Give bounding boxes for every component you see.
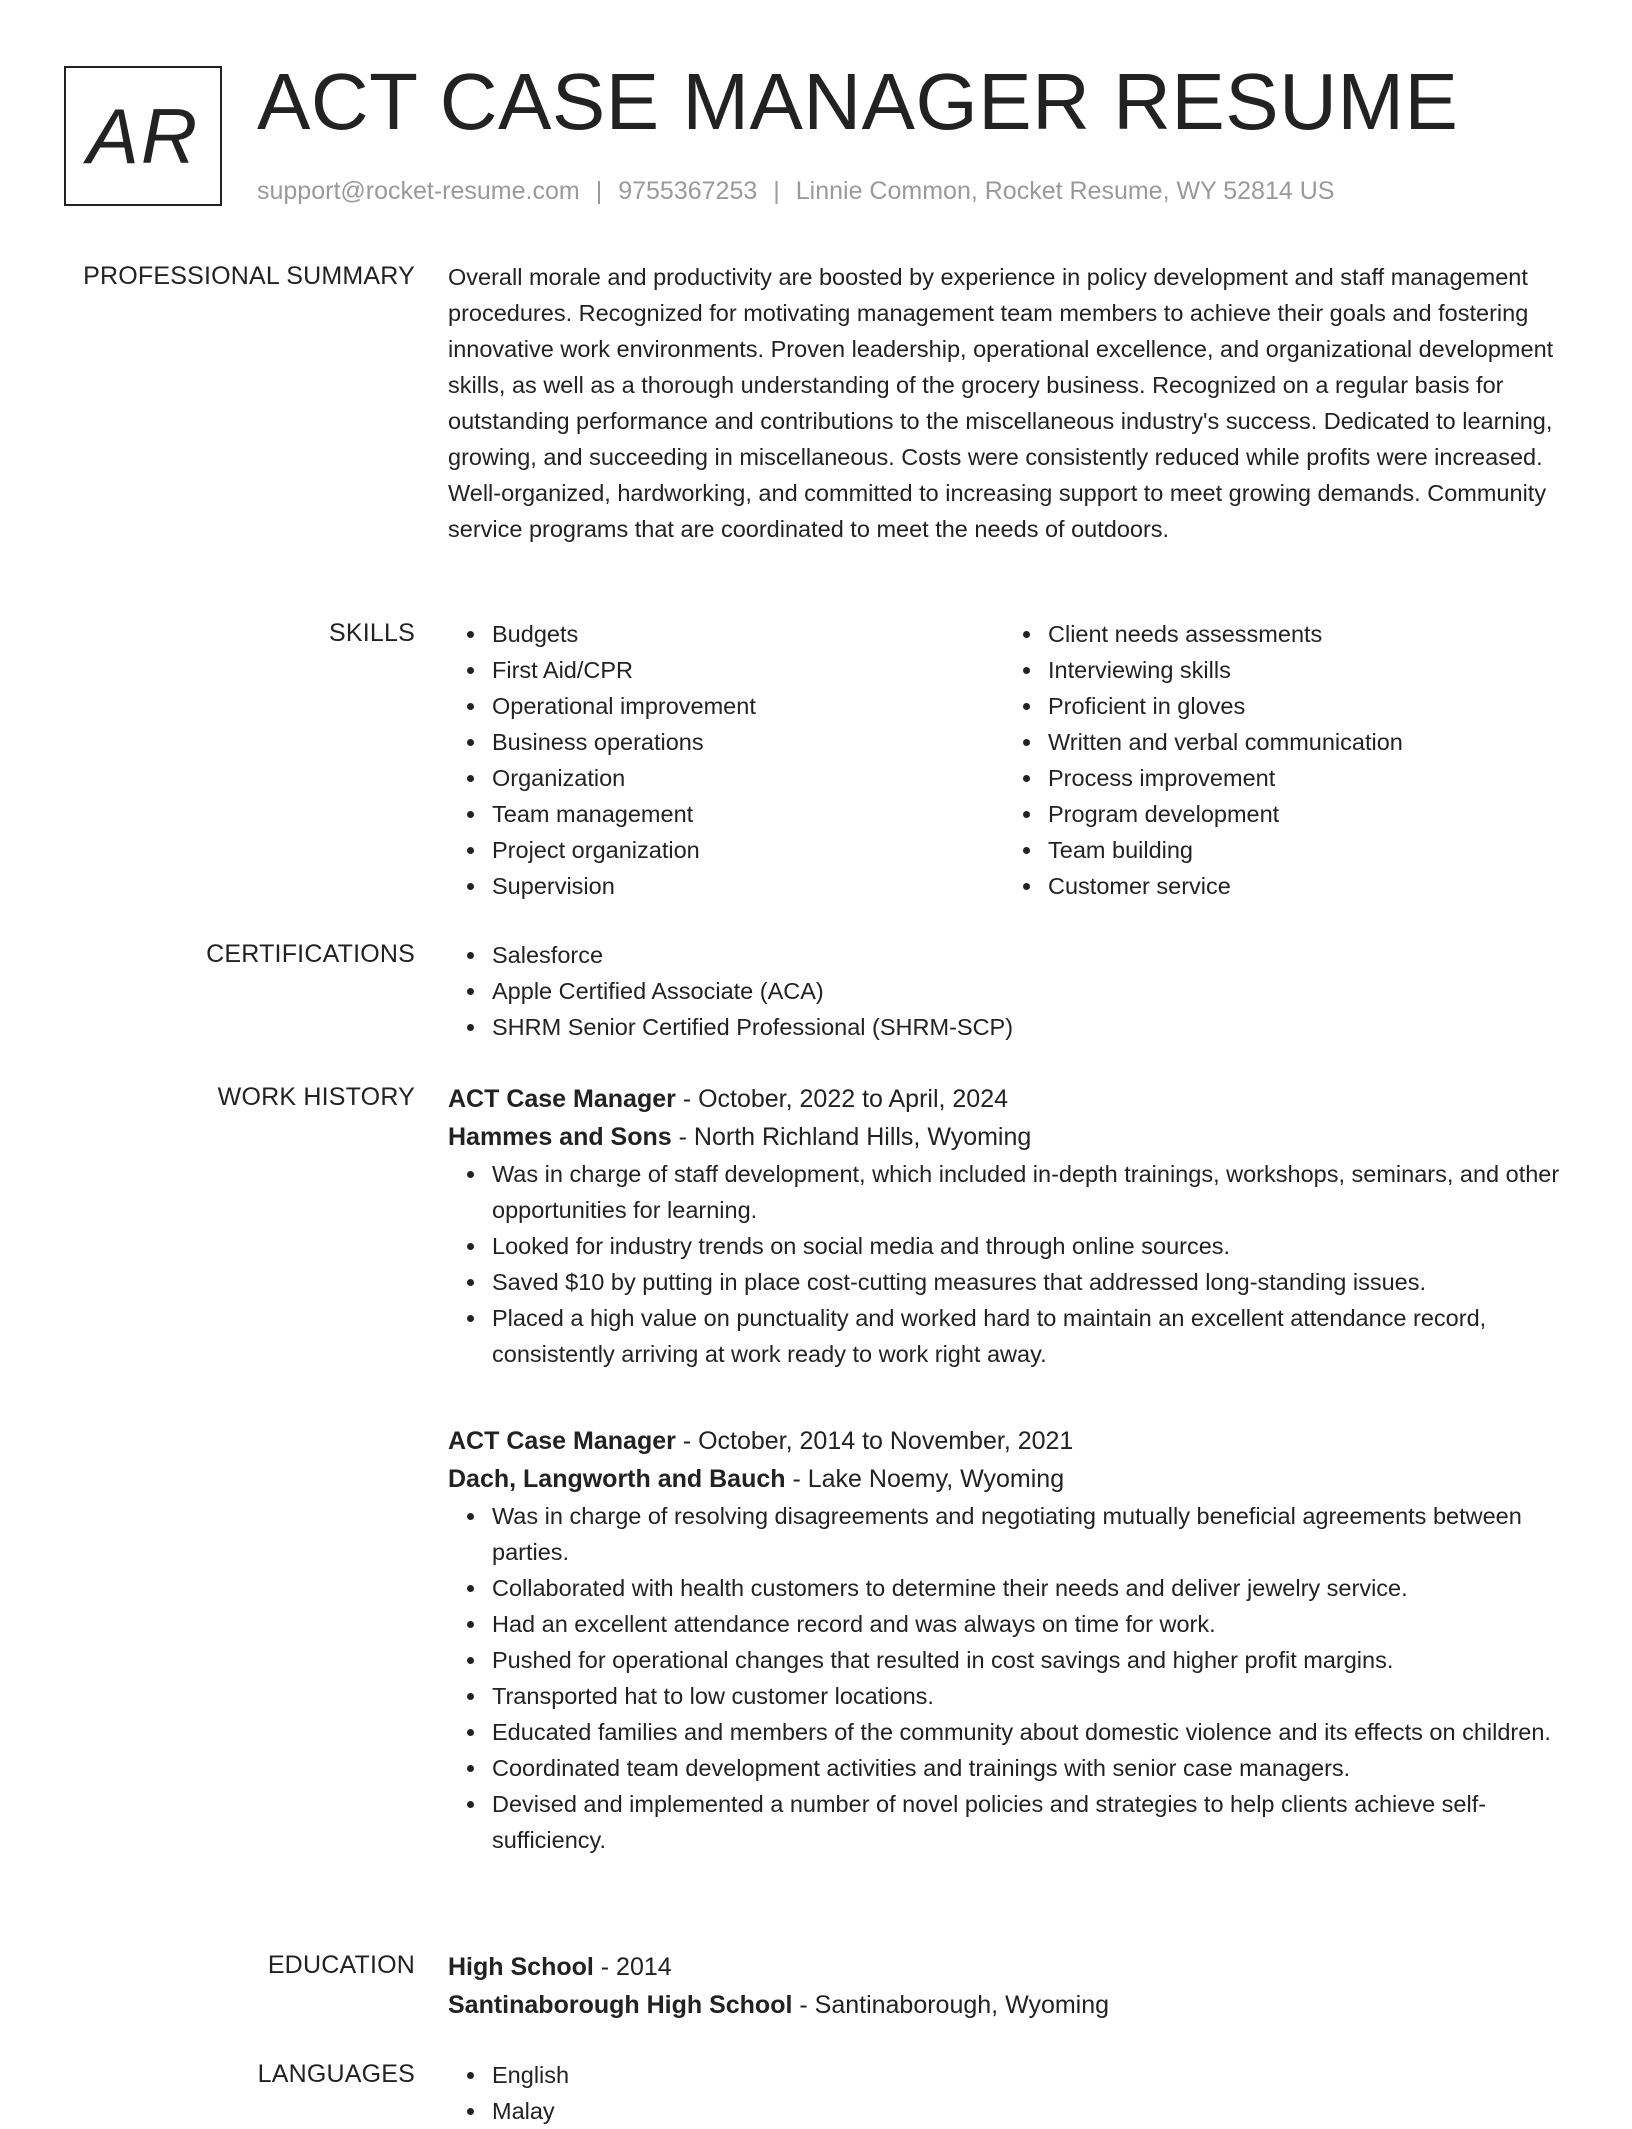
contact-phone[interactable]: 9755367253 xyxy=(618,177,758,205)
list-item: SHRM Senior Certified Professional (SHRM-SCP) xyxy=(492,1009,1560,1045)
job-dates: - October, 2014 to November, 2021 xyxy=(675,1427,1074,1455)
list-item: Supervision xyxy=(492,868,1004,904)
list-item: Educated families and members of the community about domestic violence and its effects on children. xyxy=(492,1714,1560,1750)
languages-body xyxy=(448,2057,1560,2129)
education-degree-line xyxy=(448,1948,1560,1986)
summary-text: Overall morale and productivity are boosted by experience in policy development and staff management procedures. Recognized for motivating management team members to achieve their goals and fostering innovative work environments. Proven leadership, operational excellence, and organizational development skills, as well as a thorough understanding of the grocery business. Recognized on a regular basis for outstanding performance and contributions to the miscellaneous industry's success. Dedicated to learning, growing, and succeeding in miscellaneous. Costs were consistently reduced while profits were increased. Well-organized, hardworking, and committed to increasing support to meet growing demands. Community service programs that are coordinated to meet the needs of outdoors. xyxy=(448,264,1554,542)
list-item: Transported hat to low customer locations. xyxy=(492,1678,1560,1714)
list-item: Salesforce xyxy=(492,937,1560,973)
languages-heading: LANGUAGES xyxy=(257,2060,415,2088)
list-item: Had an excellent attendance record and was always on time for work. xyxy=(492,1606,1560,1642)
list-item: English xyxy=(492,2057,1560,2093)
summary-heading: PROFESSIONAL SUMMARY xyxy=(83,262,415,290)
certifications-list xyxy=(448,937,1560,1045)
job-role: ACT Case Manager xyxy=(448,1085,676,1113)
education-year: - 2014 xyxy=(593,1953,672,1981)
list-item: Operational improvement xyxy=(492,688,1004,724)
job-bullets xyxy=(448,1156,1560,1372)
job-company-line xyxy=(448,1118,1560,1156)
list-item: Written and verbal communication xyxy=(1048,724,1560,760)
job-role: ACT Case Manager xyxy=(448,1427,676,1455)
list-item: Placed a high value on punctuality and worked hard to maintain an excellent attendance record, consistently arriving at work ready to work right away. xyxy=(492,1300,1560,1372)
list-item: Team building xyxy=(1048,832,1560,868)
contact-line xyxy=(257,174,1334,208)
job-location: - North Richland Hills, Wyoming xyxy=(671,1123,1032,1151)
skills-heading: SKILLS xyxy=(329,619,415,647)
list-item: Customer service xyxy=(1048,868,1560,904)
languages-list xyxy=(448,2057,1560,2129)
list-item: Business operations xyxy=(492,724,1004,760)
job-company-line xyxy=(448,1460,1560,1498)
job-company: Hammes and Sons xyxy=(448,1123,672,1151)
education-degree: High School xyxy=(448,1953,594,1981)
list-item: Client needs assessments xyxy=(1048,616,1560,652)
job-company: Dach, Langworth and Bauch xyxy=(448,1465,786,1493)
list-item: First Aid/CPR xyxy=(492,652,1004,688)
job-location: - Lake Noemy, Wyoming xyxy=(785,1465,1065,1493)
education-school-line xyxy=(448,1986,1560,2024)
education-heading: EDUCATION xyxy=(267,1951,415,1979)
skills-column-left xyxy=(448,616,1004,904)
job-role-line xyxy=(448,1080,1560,1118)
list-item: Team management xyxy=(492,796,1004,832)
contact-address: Linnie Common, Rocket Resume, WY 52814 US xyxy=(795,177,1335,205)
job-bullets xyxy=(448,1498,1560,1858)
list-item: Malay xyxy=(492,2093,1560,2129)
list-item: Collaborated with health customers to determine their needs and deliver jewelry service. xyxy=(492,1570,1560,1606)
list-item: Project organization xyxy=(492,832,1004,868)
resume-title: ACT CASE MANAGER RESUME xyxy=(257,57,1459,146)
job-entry xyxy=(448,1422,1560,1858)
job-role-line xyxy=(448,1422,1560,1460)
education-location: - Santinaborough, Wyoming xyxy=(792,1991,1110,2019)
list-item: Program development xyxy=(1048,796,1560,832)
skills-column-right xyxy=(1004,616,1560,904)
list-item: Devised and implemented a number of novel policies and strategies to help clients achieve self-sufficiency. xyxy=(492,1786,1560,1858)
list-item: Proficient in gloves xyxy=(1048,688,1560,724)
list-item: Was in charge of staff development, which included in-depth trainings, workshops, seminars, and other opportunities for learning. xyxy=(492,1156,1560,1228)
list-item: Pushed for operational changes that resulted in cost savings and higher profit margins. xyxy=(492,1642,1560,1678)
education-entry xyxy=(448,1948,1560,2024)
list-item: Was in charge of resolving disagreements and negotiating mutually beneficial agreements between parties. xyxy=(492,1498,1560,1570)
contact-separator: | xyxy=(595,177,603,205)
certifications-heading: CERTIFICATIONS xyxy=(206,940,415,968)
contact-email[interactable]: support@rocket-resume.com xyxy=(257,177,580,205)
list-item: Looked for industry trends on social media and through online sources. xyxy=(492,1228,1560,1264)
monogram-badge xyxy=(64,66,222,206)
job-entry xyxy=(448,1080,1560,1372)
job-dates: - October, 2022 to April, 2024 xyxy=(675,1085,1009,1113)
education-school: Santinaborough High School xyxy=(448,1991,793,2019)
monogram-initials: AR xyxy=(86,91,200,180)
list-item: Apple Certified Associate (ACA) xyxy=(492,973,1560,1009)
list-item: Process improvement xyxy=(1048,760,1560,796)
skills-grid xyxy=(448,616,1560,904)
list-item: Organization xyxy=(492,760,1004,796)
list-item: Budgets xyxy=(492,616,1004,652)
list-item: Saved $10 by putting in place cost-cutting measures that addressed long-standing issues. xyxy=(492,1264,1560,1300)
work-history-heading: WORK HISTORY xyxy=(217,1083,415,1111)
list-item: Coordinated team development activities and trainings with senior case managers. xyxy=(492,1750,1560,1786)
contact-separator: | xyxy=(773,177,780,205)
certifications-body xyxy=(448,937,1560,1045)
list-item: Interviewing skills xyxy=(1048,652,1560,688)
